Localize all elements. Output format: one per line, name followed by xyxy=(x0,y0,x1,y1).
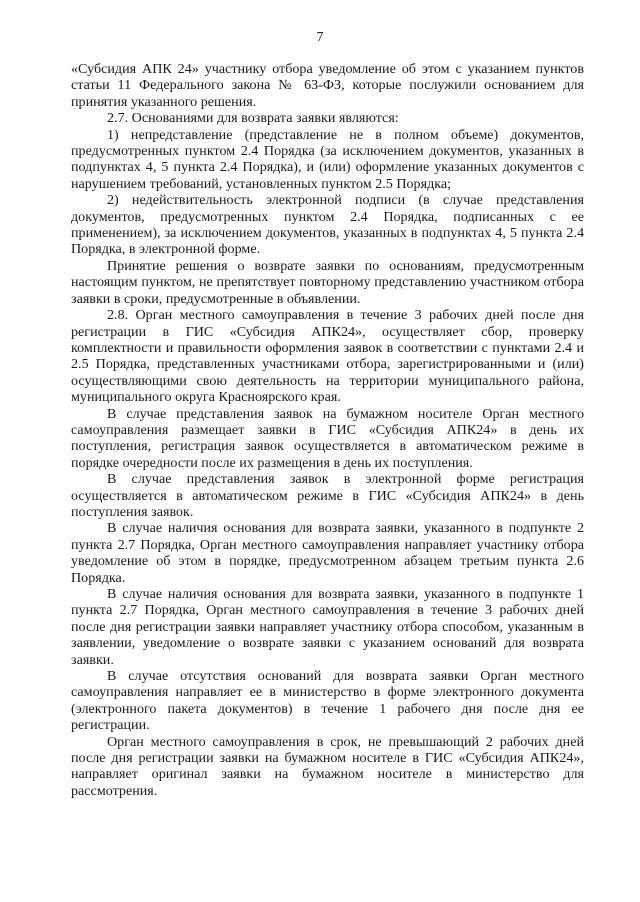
paragraph-no-return-grounds: В случае отсутствия оснований для возврата заявки Орган местного самоуправления направляет ее в министерство в форме электронного документа (электронного пакета документов) в течение 1 рабочего дня после дня ее регистрации. xyxy=(71,668,584,734)
paragraph-2-7-item-1: 1) непредставление (представление не в полном объеме) документов, предусмотренных пунктом 2.4 Порядка (за исключением документов, указанных в подпунктах 4, 5 пункта 2.4 Порядка), и (или) оформление указанных документов с нарушением требований, установленных пунктом 2.5 Порядка; xyxy=(71,126,584,192)
paragraph-2-7-heading: 2.7. Основаниями для возврата заявки являются: xyxy=(107,110,399,127)
document-body xyxy=(71,61,584,799)
paragraph-paper-submission: В случае представления заявок на бумажном носителе Орган местного самоуправления размещает заявки в ГИС «Субсидия АПК24» в день их поступления, регистрация заявок осуществляется в автоматическом режиме в порядке очередности после их размещения в день их поступления. xyxy=(71,405,584,471)
paragraph-electronic-submission: В случае представления заявок в электронной форме регистрация осуществляется в автоматическом режиме в ГИС «Субсидия АПК24» в день поступления заявок. xyxy=(71,471,584,520)
paragraph-original-paper: Орган местного самоуправления в срок, не превышающий 2 рабочих дней после дня регистрации заявки на бумажном носителе в ГИС «Субсидия АПК24», направляет оригинал заявки на бумажном носителе в министерство для рассмотрения. xyxy=(71,733,584,799)
paragraph-return-decision: Принятие решения о возврате заявки по основаниям, предусмотренным настоящим пунктом, не препятствует повторному представлению участником отбора заявки в сроки, предусмотренные в объявлении. xyxy=(71,257,584,307)
paragraph-return-subpoint-2: В случае наличия основания для возврата заявки, указанного в подпункте 2 пункта 2.7 Порядка, Орган местного самоуправления направляет участнику отбора уведомление об этом в порядке, предусмотренном абзацем третьим пункта 2.6 Порядка. xyxy=(71,520,584,586)
paragraph-continuation: «Субсидия АПК 24» участнику отбора уведомление об этом с указанием пунктов статьи 11 Федерального закона № 63-ФЗ, которые послужили основанием для принятия указанного решения. xyxy=(71,61,584,110)
paragraph-return-subpoint-1: В случае наличия основания для возврата заявки, указанного в подпункте 1 пункта 2.7 Порядка, Орган местного самоуправления в течение 3 рабочих дней после дня регистрации заявки направляет участнику отбора способом, указанным в заявлении, уведомление о возврате заявки с указанием оснований для возврата заявки. xyxy=(71,586,584,668)
page-number: 7 xyxy=(316,30,324,45)
paragraph-2-7-item-2: 2) недействительность электронной подписи (в случае представления документов, предусмотренных пунктом 2.4 Порядка, подписанных с ее применением), за исключением документов, указанных в подпунктах 4, 5 пункта 2.4 Порядка, в электронной форме. xyxy=(71,192,584,258)
paragraph-2-8: 2.8. Орган местного самоуправления в течение 3 рабочих дней после дня регистрации в ГИС «Субсидия АПК24», осуществляет сбор, проверку комплектности и правильности оформления заявок в соответствии с пунктами 2.4 и 2.5 Порядка, представленных участниками отбора, зарегистрированными и (или) осуществляющими свою деятельность на территории муниципального района, муниципального округа Красноярского края. xyxy=(71,307,584,406)
